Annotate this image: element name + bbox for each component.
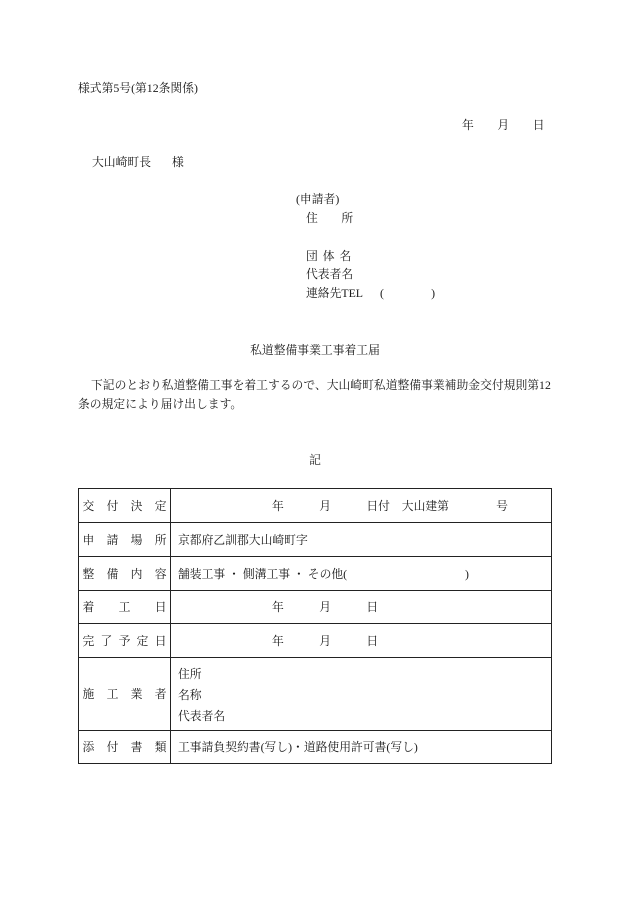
addressee-honorific: 様 xyxy=(172,155,184,169)
row-value: 年 月 日 xyxy=(272,600,379,614)
table-row-work-content xyxy=(79,556,551,590)
row-label: 整 備 内 容 xyxy=(82,566,167,581)
row-label: 完 了 予 定 日 xyxy=(82,633,167,648)
row-value xyxy=(171,658,551,730)
row-value: 舗装工事 ・ 側溝工事 ・ その他( ) xyxy=(178,566,469,581)
applicant-heading: (申請者) xyxy=(296,192,340,206)
contractor-address-label: 住所 xyxy=(178,667,202,681)
row-label-cell xyxy=(79,591,171,623)
table-row-grant-decision xyxy=(79,489,551,522)
row-value: 工事請負契約書(写し)・道路使用許可書(写し) xyxy=(178,740,418,754)
table-row-application-site xyxy=(79,522,551,556)
table-row-contractor xyxy=(79,657,551,730)
table-row-start-date xyxy=(79,590,551,623)
table-row-completion-date xyxy=(79,623,551,657)
addressee-name: 大山崎町長 xyxy=(92,155,151,169)
row-label: 添 付 書 類 xyxy=(82,740,167,754)
row-label-cell xyxy=(79,557,171,590)
row-label-cell xyxy=(79,624,171,657)
row-label-cell xyxy=(79,658,171,730)
form-number: 様式第5号(第12条関係) xyxy=(78,81,198,95)
row-label-cell xyxy=(79,731,171,763)
row-value: 年 月 日付 大山建第 号 xyxy=(272,498,508,513)
applicant-tel-label: 連絡先TEL xyxy=(306,286,364,300)
applicant-address-label: 住 所 xyxy=(306,211,354,225)
table-row-attachments xyxy=(79,730,551,763)
row-label-cell xyxy=(79,523,171,556)
details-table xyxy=(78,488,552,764)
row-label: 施 工 業 者 xyxy=(82,687,167,701)
row-label: 交 付 決 定 xyxy=(82,498,167,513)
contractor-name-label: 名称 xyxy=(178,688,202,702)
applicant-representative-label: 代表者名 xyxy=(306,267,354,281)
body-line-1: 下記のとおり私道整備工事を着工するので、大山崎町私道整備事業補助金交付規則第12 xyxy=(91,378,551,392)
submission-date: 年 月 日 xyxy=(462,118,545,132)
ki-heading: 記 xyxy=(309,453,321,467)
applicant-tel-blank: ( ) xyxy=(380,286,436,300)
row-value: 年 月 日 xyxy=(272,633,379,648)
contractor-representative-label: 代表者名 xyxy=(178,709,226,723)
row-value: 京都府乙訓郡大山崎町字 xyxy=(178,532,308,547)
applicant-organization-label: 団 体 名 xyxy=(306,249,353,263)
document-title: 私道整備事業工事着工届 xyxy=(250,343,380,357)
body-paragraph xyxy=(78,377,552,415)
row-label-cell xyxy=(79,489,171,522)
row-label: 申 請 場 所 xyxy=(82,532,167,547)
body-line-2: 条の規定により届け出します。 xyxy=(78,397,243,411)
row-label: 着 工 日 xyxy=(82,600,167,614)
